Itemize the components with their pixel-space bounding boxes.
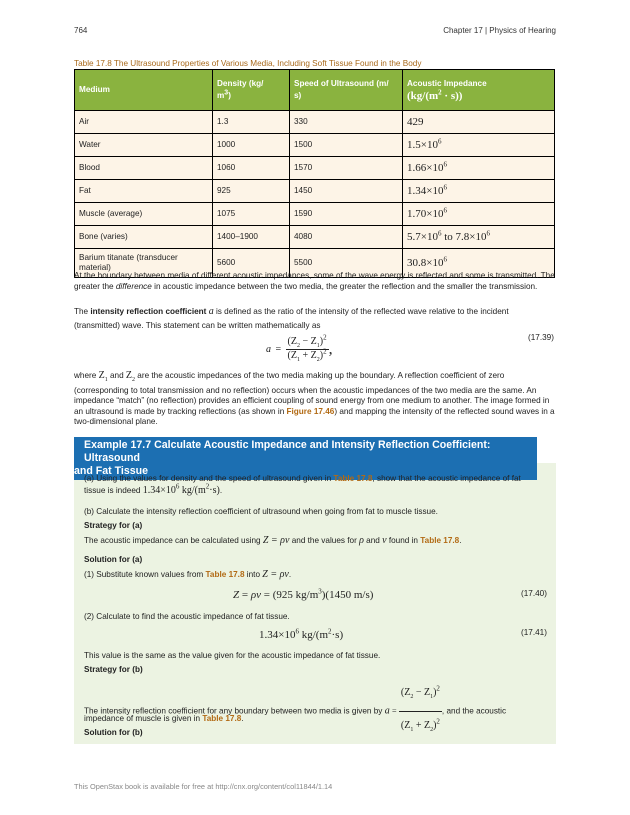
part-a-line2: tissue is indeed $1.34\times 10^6$ $kg/(m^2\cdot s)$. bbox=[84, 482, 223, 496]
equation-number-17-39: (17.39) bbox=[528, 333, 554, 342]
cell-speed: 1590 bbox=[290, 203, 403, 226]
cell-medium: Muscle (average) bbox=[75, 203, 213, 226]
equation-17-41: $1.34\times 10^6$ $kg/(m^2\cdot s)$ bbox=[259, 627, 344, 641]
solution-b-heading: Solution for (b) bbox=[84, 728, 143, 737]
table-row bbox=[75, 157, 555, 180]
equation-number-17-40: (17.40) bbox=[521, 589, 547, 598]
cell-medium: Bone (varies) bbox=[75, 226, 213, 249]
col-impedance: Acoustic Impedance $(kg/(m^2 \cdot s))$ bbox=[403, 70, 555, 111]
step-2: (2) Calculate to find the acoustic impedance of fat tissue. bbox=[84, 612, 290, 621]
same-value-text: This value is the same as the value given for the acoustic impedance of fat tissue. bbox=[84, 651, 381, 660]
table-row bbox=[75, 180, 555, 203]
chapter-header: Chapter 17 | Physics of Hearing bbox=[443, 26, 556, 35]
cell-density: 925 bbox=[213, 180, 290, 203]
footer: This OpenStax book is available for free at http://cnx.org/content/col11844/1.14 bbox=[74, 782, 333, 791]
table-link[interactable]: Table 17.8 bbox=[420, 536, 460, 545]
table-link[interactable]: Table 17.8 bbox=[202, 714, 242, 723]
cell-impedance: $5.7\times 10^6$ to $7.8\times 10^6$ bbox=[403, 226, 555, 249]
cell-medium: Barium titanate (transducer material) bbox=[75, 249, 213, 278]
equation-number-17-41: (17.41) bbox=[521, 628, 547, 637]
table-row bbox=[75, 111, 555, 134]
cell-speed: 1450 bbox=[290, 180, 403, 203]
cell-speed: 1500 bbox=[290, 134, 403, 157]
step-1: (1) Substitute known values from Table 17.8 into Z = ρv. bbox=[84, 569, 292, 580]
figure-link[interactable]: Figure 17.46 bbox=[286, 406, 335, 416]
cell-impedance: 429 bbox=[403, 111, 555, 134]
table-row bbox=[75, 226, 555, 249]
part-b: (b) Calculate the intensity reflection coefficient of ultrasound when going from fat to muscle tissue. bbox=[84, 507, 438, 516]
cell-speed: 330 bbox=[290, 111, 403, 134]
cell-speed: 4080 bbox=[290, 226, 403, 249]
table-row bbox=[75, 203, 555, 226]
equation-17-40: Z = ρv = (925 $kg/m^3)(1450$ m/s) bbox=[233, 587, 374, 601]
strategy-a-text: The acoustic impedance can be calculated using Z = ρv and the values for ρ and v found in Table 17.8. bbox=[84, 535, 462, 546]
cell-speed: 1570 bbox=[290, 157, 403, 180]
cell-speed: 5500 bbox=[290, 249, 403, 278]
col-medium: Medium bbox=[75, 70, 213, 111]
table-caption: Table 17.8 The Ultrasound Properties of Various Media, Including Soft Tissue Found in the Body bbox=[74, 59, 422, 68]
table-row bbox=[75, 134, 555, 157]
cell-impedance: $1.70\times 10^6$ bbox=[403, 203, 555, 226]
part-a-line1: (a) Using the values for density and the speed of ultrasound given in Table 17.8, show that the acoustic impedance of fat bbox=[84, 474, 521, 483]
cell-density: 1075 bbox=[213, 203, 290, 226]
cell-medium: Water bbox=[75, 134, 213, 157]
cell-impedance: $30.8\times 10^6$ bbox=[403, 249, 555, 278]
strategy-b-heading: Strategy for (b) bbox=[84, 665, 143, 674]
cell-density: 5600 bbox=[213, 249, 290, 278]
paragraph-where: where $Z_1$ and $Z_2$ are the acoustic impedances of the two media making up the boundary. A reflection coefficient of zero (corresponding to total transmission and no reflection) occurs when the acoustic impedances of the two media are the same. An impedance “match” (no reflection) provides an efficient coupling of sound energy from one medium to another. The image formed in an ultrasound is made by tracking reflections (as shown in Figure 17.46) and mapping the intensity of the reflected sound waves in a two-dimensional plane. bbox=[74, 370, 555, 426]
cell-density: 1.3 bbox=[213, 111, 290, 134]
table-link[interactable]: Table 17.8 bbox=[333, 474, 373, 483]
cell-medium: Fat bbox=[75, 180, 213, 203]
cell-density: 1000 bbox=[213, 134, 290, 157]
cell-density: 1060 bbox=[213, 157, 290, 180]
cell-impedance: $1.34\times 10^6$ bbox=[403, 180, 555, 203]
table-link[interactable]: Table 17.8 bbox=[205, 570, 245, 579]
strategy-b-text: The intensity reflection coefficient for any boundary between two media is given by a = $\frac{(Z_2 - Z_1)^2}{(Z_1 + Z_2)^2}$ , and the acoustic bbox=[84, 679, 506, 744]
paragraph-boundary: At the boundary between media of different acoustic impedances, some of the wave energy is reflected and some is transmitted. The greater the difference in acoustic impedance between the two media, the greater the reflection and the smaller the transmission. bbox=[74, 271, 555, 291]
cell-impedance: $1.66\times 10^6$ bbox=[403, 157, 555, 180]
solution-a-heading: Solution for (a) bbox=[84, 555, 143, 564]
paragraph-coefficient: The intensity reflection coefficient a is defined as the ratio of the intensity of the reflected wave relative to the incident (transmitted) wave. This statement can be written mathematically as bbox=[74, 306, 509, 330]
cell-density: 1400–1900 bbox=[213, 226, 290, 249]
strategy-a-heading: Strategy for (a) bbox=[84, 521, 143, 530]
strategy-b-text2: impedance of muscle is given in Table 17.8. bbox=[84, 714, 244, 723]
cell-impedance: $1.5\times 10^6$ bbox=[403, 134, 555, 157]
cell-medium: Blood bbox=[75, 157, 213, 180]
page-number: 764 bbox=[74, 26, 88, 35]
media-table bbox=[74, 69, 555, 278]
example-title-line2: and Fat Tissue bbox=[74, 465, 537, 480]
equation-17-39: a = $\frac{(Z_2 - Z_1)^2}{(Z_1 + Z_2)^2}$ , bbox=[266, 333, 333, 363]
example-title-line1: Example 17.7 Calculate Acoustic Impedance and Intensity Reflection Coefficient: Ultrasound bbox=[84, 439, 491, 464]
col-density: Density (kg/ $m^3$) bbox=[213, 70, 290, 111]
cell-medium: Air bbox=[75, 111, 213, 134]
col-speed: Speed of Ultrasound (m/ s) bbox=[290, 70, 403, 111]
